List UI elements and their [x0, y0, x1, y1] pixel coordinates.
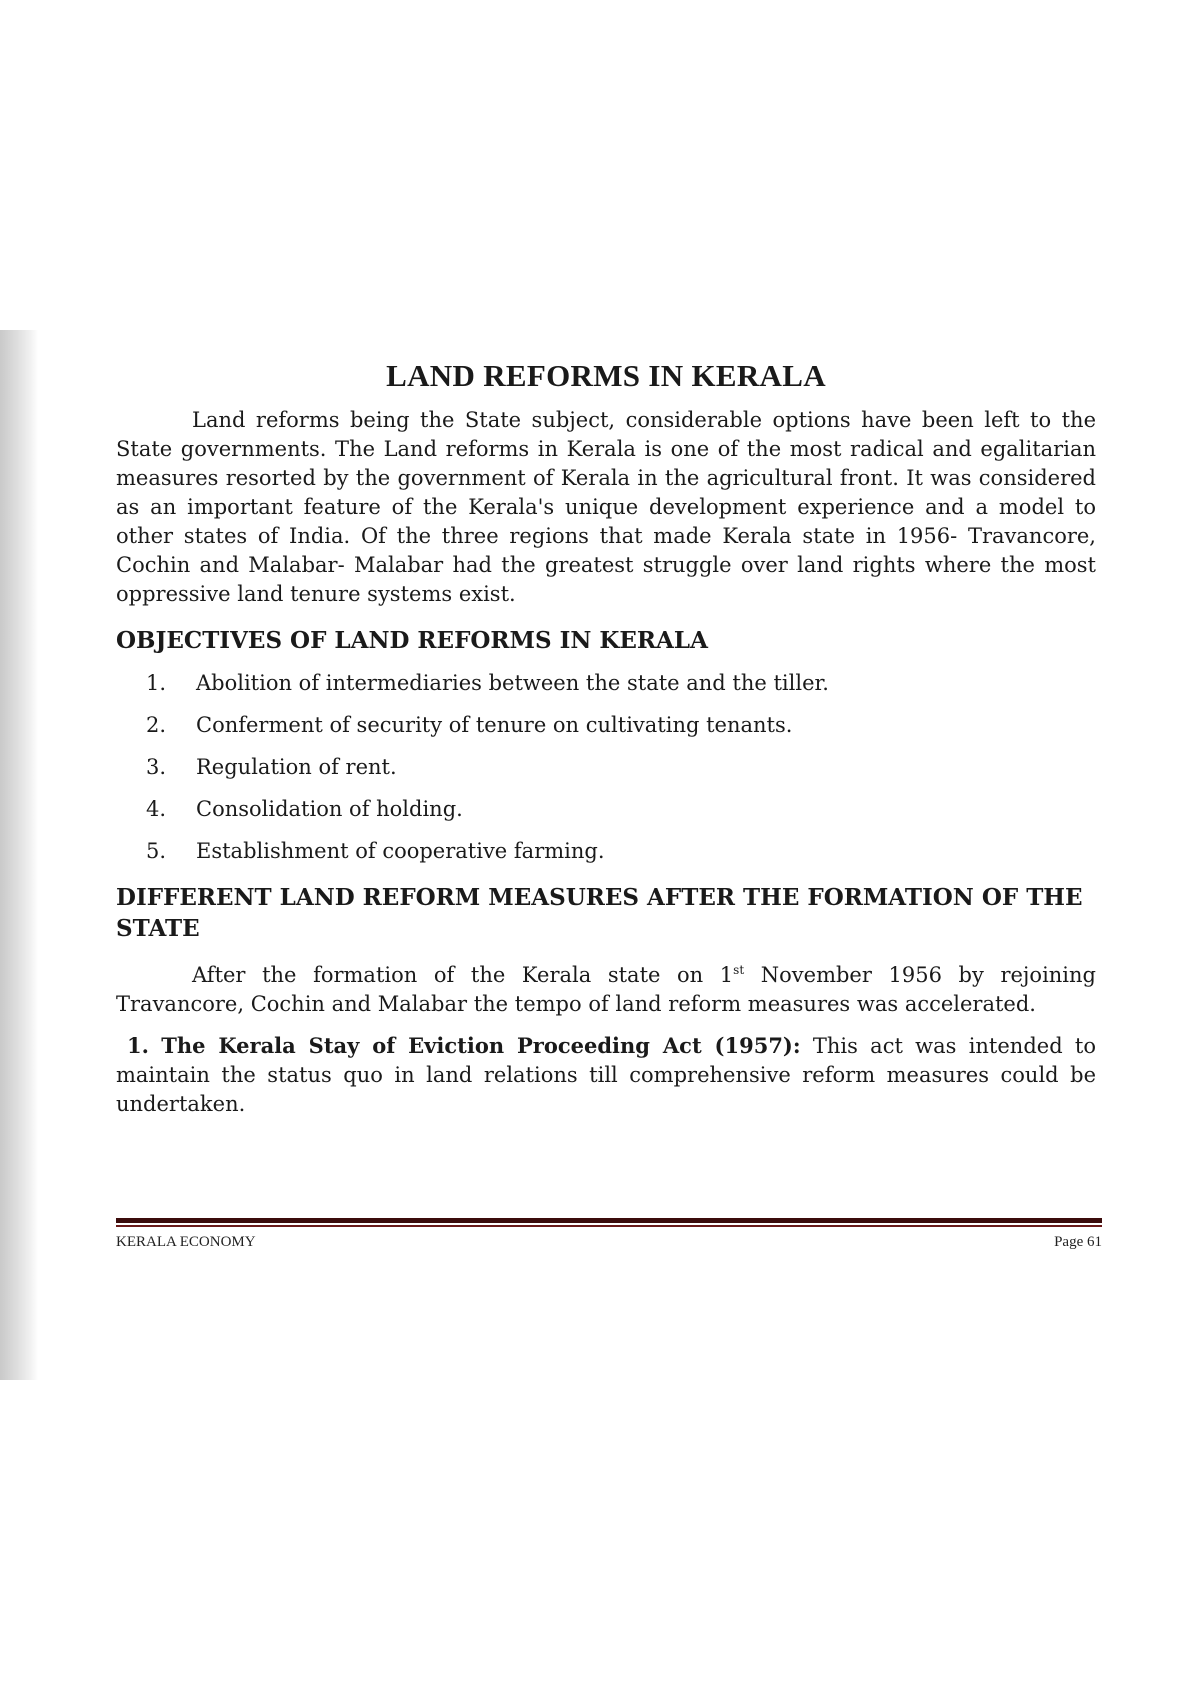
footer-divider: [116, 1218, 1102, 1227]
measures-intro-part1: After the formation of the Kerala state on 1: [192, 963, 734, 987]
book-spine-shadow: [0, 330, 38, 1380]
measures-intro-part2: November 1956 by rejoining Travancore, Cochin and Malabar the tempo of land reform measures was accelerated.: [116, 963, 1096, 1016]
page-number: Page 61: [1054, 1234, 1102, 1250]
act-paragraph: [116, 1031, 1096, 1119]
intro-paragraph: Land reforms being the State subject, considerable options have been left to the State governments. The Land reforms in Kerala is one of the most radical and egalitarian measures resorted by the government of Kerala in the agricultural front. It was considered as an important feature of the Kerala's unique development experience and a model to other states of India. Of the three regions that made Kerala state in 1956- Travancore, Cochin and Malabar- Malabar had the greatest struggle over land rights where the most oppressive land tenure systems exist.: [116, 408, 1096, 606]
list-item-text: Abolition of intermediaries between the state and the tiller.: [196, 671, 829, 695]
act-title: The Kerala Stay of Eviction Proceeding Act (1957):: [161, 1033, 801, 1058]
measures-heading: DIFFERENT LAND REFORM MEASURES AFTER THE FORMATION OF THE STATE: [116, 884, 1083, 942]
list-item-number: 2.: [146, 713, 167, 737]
list-item-number: 5.: [146, 839, 167, 863]
act-number: 1.: [127, 1033, 149, 1058]
objectives-heading: OBJECTIVES OF LAND REFORMS IN KERALA: [116, 627, 708, 654]
list-item: [116, 752, 1096, 782]
list-item-number: 1.: [146, 671, 167, 695]
list-item-text: Establishment of cooperative farming.: [196, 839, 605, 863]
footer-book-title: KERALA ECONOMY: [116, 1234, 256, 1250]
page-footer: [116, 1234, 1102, 1251]
list-item-text: Regulation of rent.: [196, 755, 397, 779]
list-item: [116, 836, 1096, 866]
list-item-text: Consolidation of holding.: [196, 797, 463, 821]
list-item-number: 4.: [146, 797, 167, 821]
page-title: LAND REFORMS IN KERALA: [386, 358, 826, 393]
list-item-number: 3.: [146, 755, 167, 779]
list-item-text: Conferment of security of tenure on cultivating tenants.: [196, 713, 793, 737]
page-content: [116, 358, 1096, 1119]
act-description: This act was intended to maintain the status quo in land relations till comprehensive reform measures could be undertaken.: [116, 1034, 1096, 1116]
ordinal-suffix: st: [733, 963, 745, 977]
list-item: [116, 794, 1096, 824]
list-item: [116, 668, 1096, 698]
list-item: [116, 710, 1096, 740]
measures-intro-paragraph: [116, 956, 1096, 1019]
objectives-list: [116, 668, 1096, 866]
